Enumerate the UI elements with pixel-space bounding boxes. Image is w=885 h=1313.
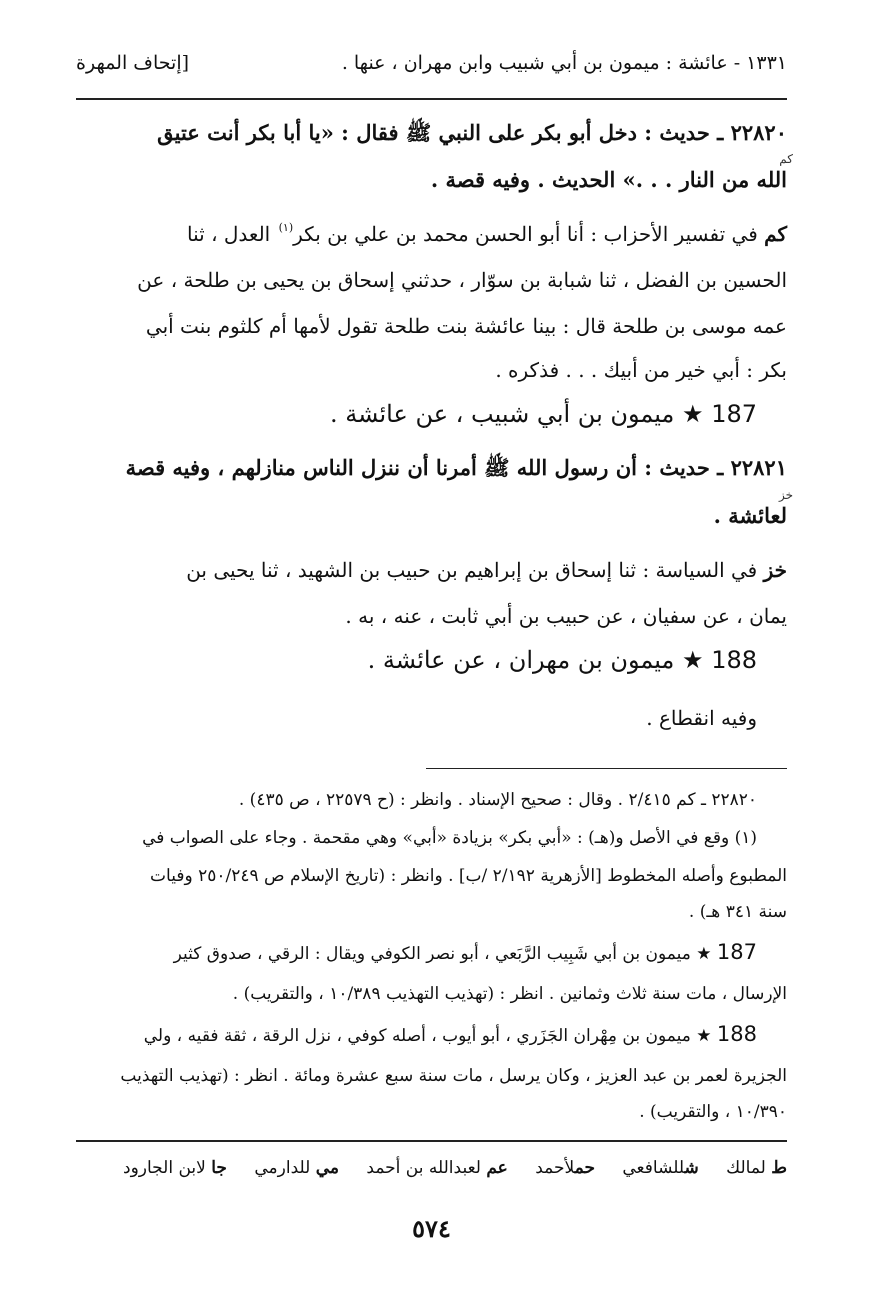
abbr-code: ش [684, 1158, 699, 1178]
running-header [76, 52, 787, 86]
hadith-22821-line1 [76, 455, 787, 486]
source-text: العدل ، ثنا [187, 222, 271, 246]
abbr-item [366, 1158, 507, 1178]
source-text: في تفسير الأحزاب : أنا أبو الحسن محمد بن علي بن بكر [293, 222, 758, 246]
abbr-item [535, 1158, 595, 1178]
star-icon: ★ [682, 400, 704, 428]
abbr-item [622, 1158, 698, 1178]
narrator-text: ميمون بن مهران ، عن عائشة . [367, 646, 675, 674]
source-line [76, 222, 787, 246]
hadith-number: ٢٢٨٢١ [730, 455, 787, 480]
hadith-22821-line2: لعائشة . [713, 503, 787, 528]
hadith-22820-line2: الله من النار . . .» الحديث . وفيه قصة . [430, 167, 787, 192]
header-rule [76, 98, 787, 100]
star-icon: ★ [696, 944, 712, 964]
source-line: الحسين بن الفضل ، ثنا شبابة بن سوّار ، حدثني إسحاق بن يحيى بن طلحة ، عن [137, 268, 787, 292]
hadith-number: ٢٢٨٢٠ [730, 120, 787, 145]
source-text: في السياسة : ثنا إسحاق بن إبراهيم بن حبيب بن الشهيد ، ثنا يحيى بن [186, 558, 758, 582]
hadith-text: ـ حديث : دخل أبو بكر على النبي ﷺ فقال : «يا أبا بكر أنت عتيق [157, 120, 724, 145]
abbr-name: للدارمي [254, 1158, 311, 1178]
book-page [76, 0, 793, 1313]
source-line: بكر : أبي خير من أبيك . . . فذكره . [495, 358, 787, 382]
narrator-number: 187 [711, 400, 757, 428]
star-icon: ★ [696, 1026, 712, 1046]
page-number: ٥٧٤ [412, 1214, 451, 1243]
footnote-marker[interactable]: (١) [278, 221, 294, 234]
source-line: عمه موسى بن طلحة قال : بينا عائشة بنت طلحة تقول لأمها أم كلثوم بنت أبي [145, 314, 787, 338]
margin-source-code: خز [778, 488, 793, 502]
header-book-name: [إتحاف المهرة [76, 52, 190, 74]
source-code: كم [764, 222, 787, 246]
star-icon: ★ [682, 646, 704, 674]
abbr-name: لأحمد [535, 1158, 575, 1178]
abbr-code: حم [574, 1158, 595, 1178]
footnote-188-line: ١٠/٣٩٠ ، والتقريب) . [639, 1102, 787, 1122]
footnote-188-line [76, 1022, 757, 1046]
footnote-22820: ٢٢٨٢٠ ـ كم ٢/٤١٥ . وقال : صحيح الإسناد . وانظر : (ح ٢٢٥٧٩ ، ص ٤٣٥) . [238, 790, 757, 810]
abbr-item [123, 1158, 227, 1178]
abbr-item [726, 1158, 787, 1178]
abbr-name: لمالك [726, 1158, 766, 1178]
footnote-text: ميمون بن أبي شَبِيب الرَّبَعي ، أبو نصر الكوفي ويقال : الرقي ، صدوق كثير [173, 944, 691, 964]
margin-source-code: كم [779, 152, 793, 166]
footnote-separator [426, 768, 787, 769]
abbr-name: لعبدالله بن أحمد [366, 1158, 481, 1178]
source-code: خز [763, 558, 787, 582]
abbr-code: جا [211, 1158, 227, 1178]
footnote-1-line: المطبوع وأصله المخطوط [الأزهرية ٢/١٩٢ /ب] . وانظر : (تاريخ الإسلام ص ٢٥٠/٢٤٩ وفيات [150, 866, 787, 886]
footnote-187-line: الإرسال ، مات سنة ثلاث وثمانين . انظر : (تهذيب التهذيب ١٠/٣٨٩ ، والتقريب) . [232, 984, 787, 1004]
narrator-note: وفيه انقطاع . [646, 706, 757, 730]
footnote-188-line: الجزيرة لعمر بن عبد العزيز ، وكان يرسل ، مات سنة سبع عشرة ومائة . انظر : (تهذيب التهذيب [120, 1066, 787, 1086]
hadith-text: ـ حديث : أن رسول الله ﷺ أمرنا أن ننزل الناس منازلهم ، وفيه قصة [125, 455, 724, 480]
footnote-187-line [76, 940, 757, 964]
abbreviations-rule [76, 1140, 787, 1142]
abbr-code: عم [486, 1158, 508, 1178]
abbr-code: مي [315, 1158, 339, 1178]
narrator-number: 188 [711, 646, 757, 674]
footnote-number: 188 [716, 1022, 757, 1046]
abbr-code: ط [771, 1158, 787, 1178]
narrator-heading-187 [76, 400, 757, 428]
source-line: يمان ، عن سفيان ، عن حبيب بن أبي ثابت ، عنه ، به . [345, 604, 787, 628]
footnote-1-line: (١) وقع في الأصل و(هـ) : «أبي بكر» بزيادة «أبي» وهي مقحمة . وجاء على الصواب في [142, 828, 757, 848]
footnote-text: ميمون بن مِهْران الجَزَري ، أبو أيوب ، أصله كوفي ، نزل الرقة ، ثقة فقيه ، ولي [143, 1026, 691, 1046]
header-title: ١٣٣١ - عائشة : ميمون بن أبي شبيب وابن مهران ، عنها . [341, 52, 787, 74]
source-line [76, 558, 787, 582]
hadith-22820-line1 [76, 120, 787, 151]
narrator-heading-188 [76, 646, 757, 674]
abbreviations-key [76, 1158, 787, 1178]
footnote-1-line: سنة ٣٤١ هـ) . [688, 902, 787, 922]
footnote-number: 187 [716, 940, 757, 964]
abbr-item [254, 1158, 339, 1178]
narrator-text: ميمون بن أبي شبيب ، عن عائشة . [329, 400, 675, 428]
abbr-name: للشافعي [622, 1158, 685, 1178]
abbr-name: لابن الجارود [123, 1158, 206, 1178]
